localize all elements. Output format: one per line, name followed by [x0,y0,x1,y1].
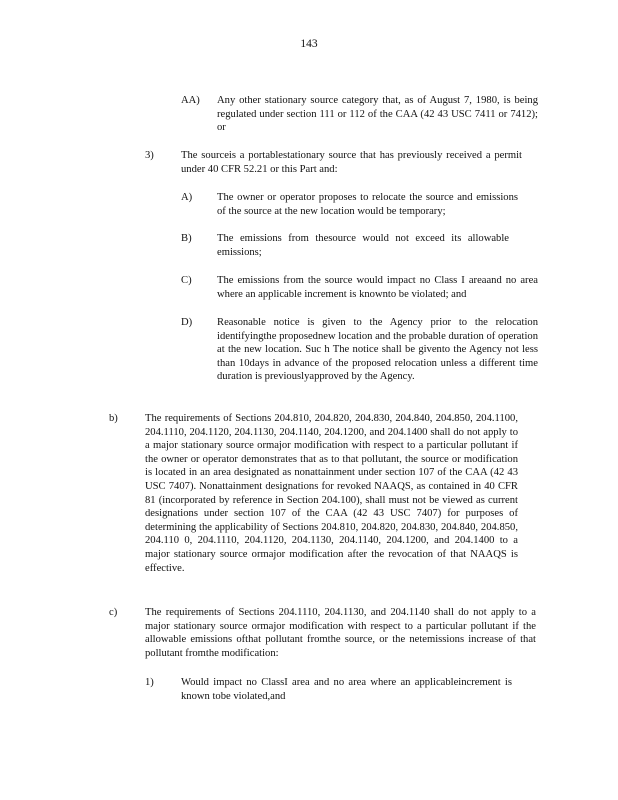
item-B-text: The emissions from thesource would not exceed its allowable emissions; [217,233,509,258]
item-AA-label: AA) [181,95,200,106]
item-D-label: D) [181,317,193,328]
item-D-text: Reasonable notice is given to the Agency prior to the relocation identifyingthe proposednew location and the probable duration of operation at the new location. Suc h The notice shall be givento the Agency not less than 10days in advance of the proposed relocation unless a different time duration is previouslyapproved by the Agency. [217,317,538,383]
item-3-label: 3) [145,150,154,161]
page-number: 143 [300,38,318,50]
item-AA-text: Any other stationary source category that, as of August 7, 1980, is being regulated under section 111 or 112 of the CAA (42 43 USC 7411 or 7412); or [217,95,538,134]
item-c-label: c) [109,607,118,618]
item-3-text: The sourceis a portablestationary source that has previously received a permit under 40 CFR 52.21 or this Part and: [181,150,522,175]
item-b-text: The requirements of Sections 204.810, 204.820, 204.830, 204.840, 204.850, 204.1100, 204.1110, 204.1120, 204.1130, 204.1140, 204.1200, and 204.1400 shall do not apply to a major stationary source ormajor modification with respect to a particular pollutant if the owner or operator demonstrates that as to that pollutant, the source or modification is located in an area designated as nonattainment under section 107 of the CAA (42 43 USC 7407). Nonattainment designations for revoked NAAQS, as contained in 40 CFR 81 (incorporated by reference in Section 204.100), shall must not be viewed as current designations under section 107 of the CAA (42 43 USC 7407) for purposes of determining the applicability of Sections 204.810, 204.820, 204.830, 204.840, 204.850, 204.110 0, 204.1110, 204.1120, 204.1130, 204.1140, 204.1200, and 204.1400 to a major stationary source ormajor modification after the revocation of that NAAQS is effective. [145,413,518,574]
item-B-label: B) [181,233,192,244]
item-C-text: The emissions from the source would impact no Class I areaand no area where an applicable increment is knownto be violated; and [217,275,538,300]
item-c1-label: 1) [145,677,154,688]
item-c1-text: Would impact no ClassI area and no area where an applicableincrement is known tobe violated,and [181,677,512,702]
item-c-text: The requirements of Sections 204.1110, 204.1130, and 204.1140 shall do not apply to a major stationary source ormajor modification with respect to a particular pollutant if the allowable emissions ofthat pollutant fromthe source, or the netemissions increase of that pollutant fromthe modification: [145,607,536,659]
item-C-label: C) [181,275,192,286]
item-A-text: The owner or operator proposes to relocate the source and emissions of the source at the new location would be temporary; [217,192,518,217]
item-b-label: b) [109,413,118,424]
item-A-label: A) [181,192,193,203]
